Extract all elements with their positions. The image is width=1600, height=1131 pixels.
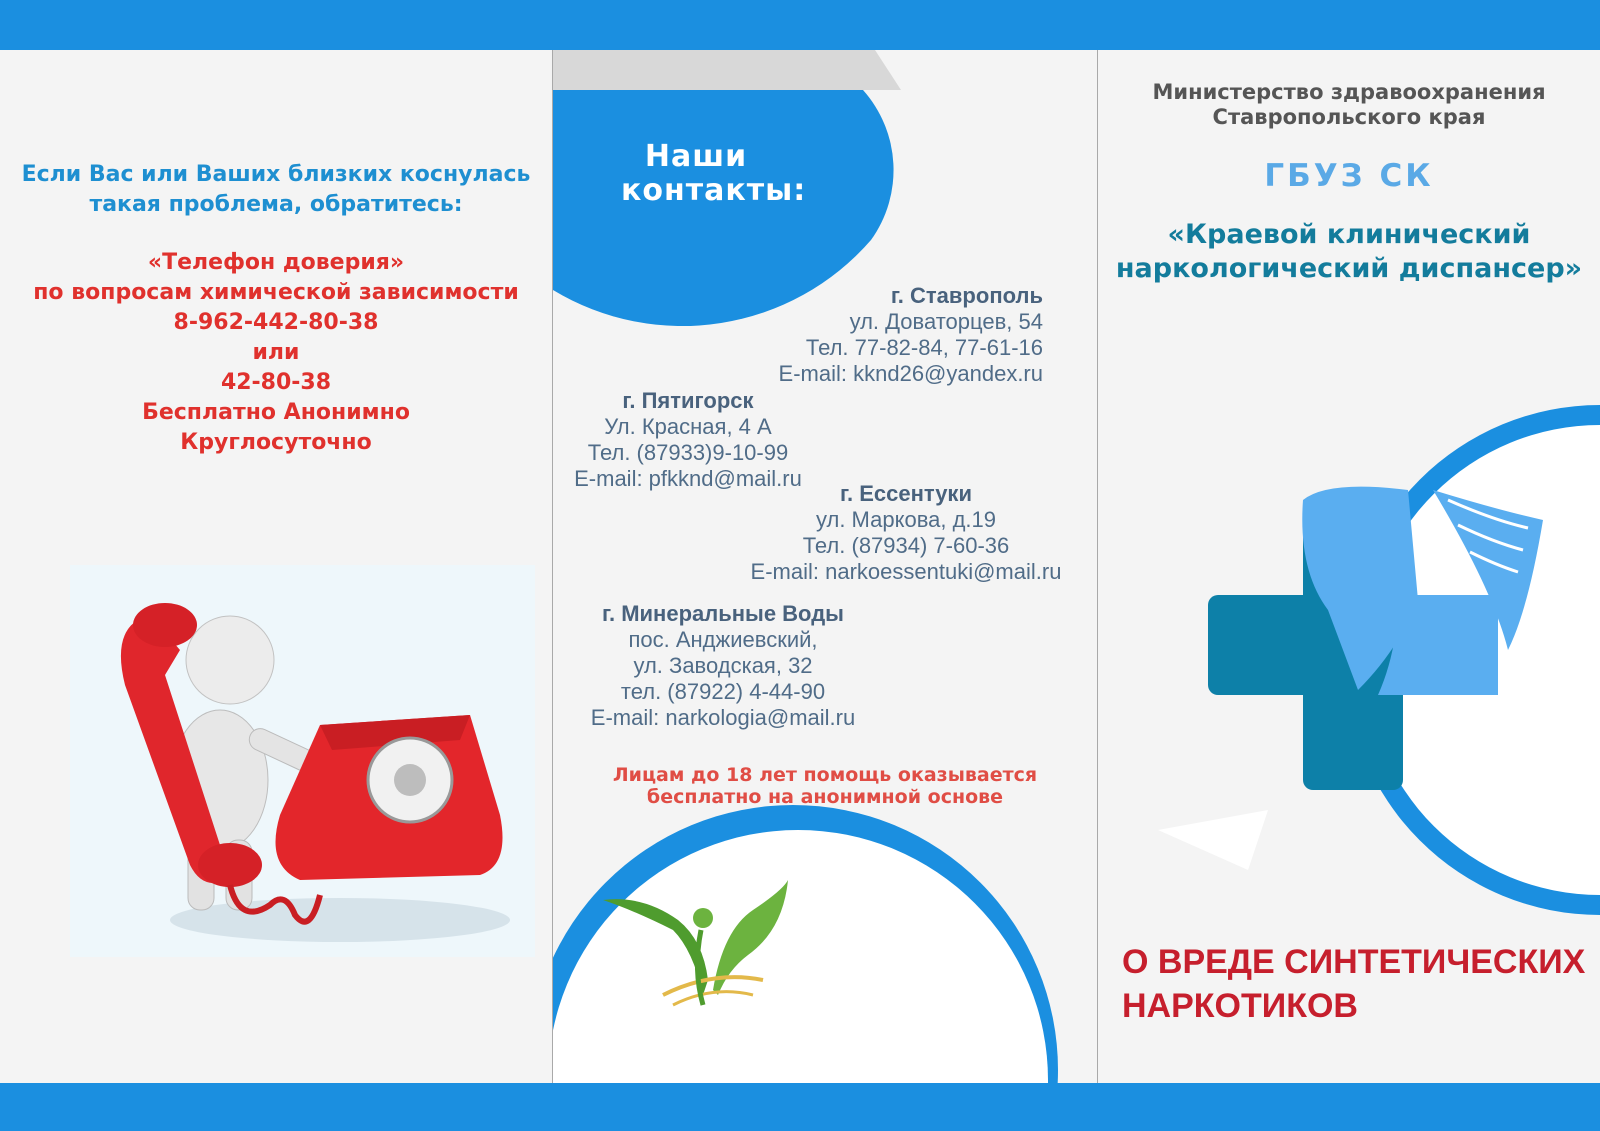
office-city: г. Ессентуки (840, 481, 972, 506)
clinic-logo (1098, 50, 1600, 1083)
hotline-conditions: Бесплатно Анонимно (142, 400, 410, 425)
brochure-title (1122, 940, 1592, 1028)
office-address: Ул. Красная, 4 А (604, 414, 772, 439)
minors-note (553, 764, 1097, 808)
help-intro (0, 160, 552, 220)
office-address: ул. Доваторцев, 54 (849, 309, 1043, 334)
office-email[interactable]: E-mail: narkoessentuki@mail.ru (750, 559, 1062, 584)
speech-tail (1158, 810, 1268, 870)
org-short-name: ГБУЗ СК (1264, 158, 1434, 194)
office-email[interactable]: E-mail: narkologia@mail.ru (590, 705, 856, 730)
hotline-subtitle: по вопросам химической зависимости (33, 280, 519, 305)
office-essentuki (731, 481, 1081, 585)
office-mineralnye-vody (573, 601, 873, 731)
minors-note-line: Лицам до 18 лет помощь оказывается (612, 764, 1038, 786)
right-panel (1098, 50, 1600, 1083)
hotline-or: или (252, 340, 300, 365)
office-pyatigorsk (553, 388, 823, 492)
office-stavropol (733, 283, 1043, 387)
office-phone[interactable]: тел. (87922) 4-44-90 (620, 679, 826, 704)
minors-note-line: бесплатно на анонимной основе (646, 786, 1004, 808)
office-address: ул. Заводская, 32 (633, 653, 813, 678)
org-full-line: наркологический диспансер» (1115, 253, 1583, 284)
office-phone[interactable]: Тел. 77-82-84, 77-61-16 (805, 335, 1043, 360)
top-band (0, 0, 1600, 50)
hotline-title: «Телефон доверия» (147, 250, 405, 275)
brochure-title-line: НАРКОТИКОВ (1122, 987, 1358, 1025)
office-city: г. Минеральные Воды (602, 601, 844, 626)
office-address: ул. Маркова, д.19 (815, 507, 997, 532)
middle-panel (553, 50, 1097, 1083)
hotline-hours: Круглосуточно (180, 430, 372, 455)
contacts-heading-line: контакты: (621, 173, 807, 208)
office-city: г. Пятигорск (622, 388, 754, 413)
ministry-line: Ставропольского края (1212, 105, 1486, 129)
org-full-line: «Краевой клинический (1167, 219, 1531, 250)
office-email[interactable]: E-mail: kknd26@yandex.ru (778, 361, 1043, 386)
help-intro-line: Если Вас или Ваших близких коснулась (21, 162, 531, 187)
office-address: пос. Анджиевский, (628, 627, 818, 652)
office-city: г. Ставрополь (890, 283, 1043, 308)
contacts-heading-line: Наши (644, 139, 748, 174)
office-phone[interactable]: Тел. (87934) 7-60-36 (802, 533, 1010, 558)
telephone-illustration (70, 565, 535, 957)
left-panel (0, 50, 552, 1083)
office-email[interactable]: E-mail: pfkknd@mail.ru (574, 466, 802, 491)
ministry-line: Министерство здравоохранения (1152, 80, 1546, 104)
brochure-title-line: О ВРЕДЕ СИНТЕТИЧЕСКИХ (1122, 943, 1586, 981)
hotline-phone-mobile[interactable]: 8-962-442-80-38 (173, 310, 379, 335)
help-intro-line: такая проблема, обратитесь: (89, 192, 463, 217)
contacts-heading (621, 139, 807, 208)
hotline-block (0, 248, 552, 458)
tab-shape (553, 50, 901, 90)
bottom-band (0, 1083, 1600, 1131)
office-phone[interactable]: Тел. (87933)9-10-99 (587, 440, 789, 465)
hotline-phone-city[interactable]: 42-80-38 (220, 370, 332, 395)
